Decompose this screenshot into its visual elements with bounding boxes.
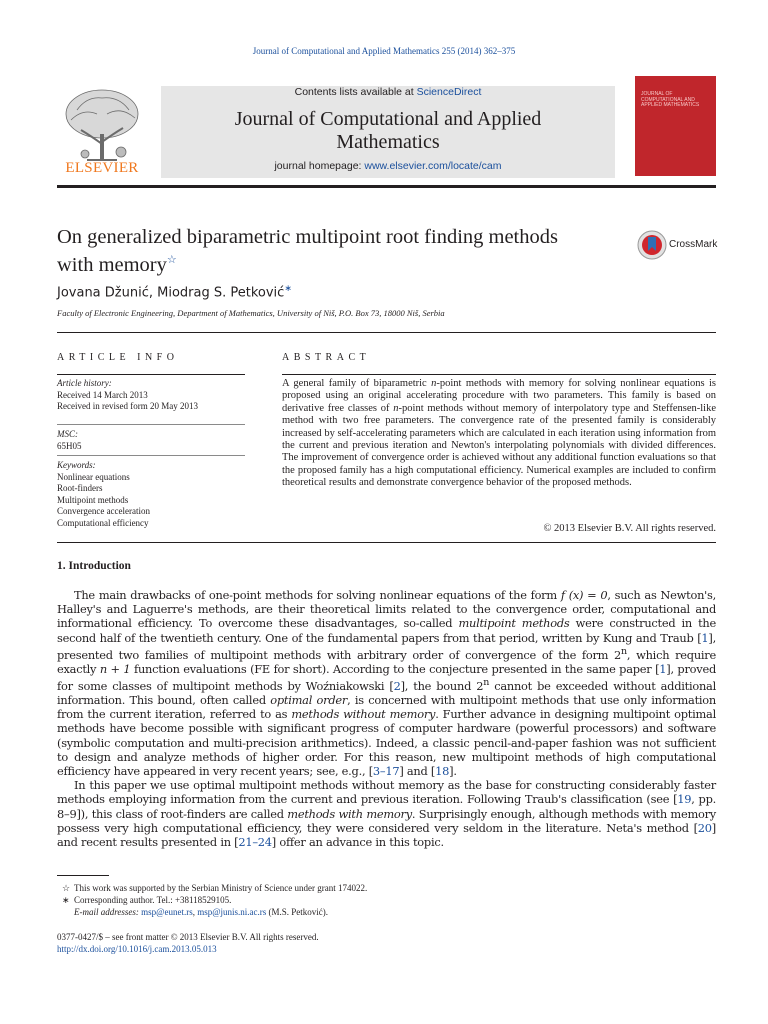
text-run: . Further advance in designing multipoint optimal methods have become possible with significant progress of computer hardware (powerful processors) and software (symbolic computation and multi-precision arithmetics). Indeed, a classic pencil-and-paper fashion was not sufficient to design and analyze methods of higher order. For this reason, new multipoint methods of high computational efficiency have appeared in very recent years; see, e.g., [ (57, 707, 716, 779)
journal-title (161, 108, 615, 154)
text-run: . Surprisingly enough, although methods with memory possess very high computational efficiency, they were considered very seldom in the literature. Neta's method [ (57, 806, 716, 835)
keywords-label: Keywords: (57, 460, 96, 470)
reference-link[interactable]: 20 (697, 820, 712, 835)
crossmark-icon (637, 229, 667, 261)
email-separator: , (192, 907, 198, 917)
contents-prefix: Contents lists available at (294, 86, 417, 98)
text-run: , such as Newton's, Halley's and Laguerre's methods, are their theoretical limits related to the convergence order, computational and informational efficiency. To overcome these disadvantages, so-called (57, 588, 717, 631)
abstract-end-rule (57, 542, 716, 543)
homepage-line (161, 160, 615, 172)
text-run: ] and [ (399, 764, 436, 779)
abstract-math-n: n (431, 378, 437, 389)
email-label: E-mail addresses: (74, 907, 139, 917)
masthead-rule (57, 185, 716, 188)
journal-title-line-2: Mathematics (336, 131, 440, 153)
emphasis: methods without memory (291, 707, 436, 722)
crossmark-badge[interactable] (637, 229, 727, 261)
text-run: The main drawbacks of one-point methods for solving nonlinear equations of the form (74, 588, 561, 602)
footnote-corresponding-text: Corresponding author. Tel.: +38118529105. (74, 895, 232, 905)
text-run: , which require exactly (57, 647, 716, 676)
article-info-rule (57, 374, 245, 375)
emphasis: methods with memory (287, 806, 412, 821)
email-link-2[interactable]: msp@junis.ni.ac.rs (197, 907, 267, 917)
text-run: cannot be exceeded without additional information. This bound, often called (57, 678, 716, 708)
text-run: ], proved for some classes of multipoint methods by Woźniakowski [ (57, 661, 716, 693)
reference-link[interactable]: 18 (435, 764, 450, 779)
cover-text-3: APPLIED MATHEMATICS (641, 102, 700, 108)
author-list (57, 284, 292, 300)
keyword-item: Computational efficiency (57, 517, 149, 528)
article-history (57, 378, 245, 413)
msc-code: 65H05 (57, 440, 82, 451)
keyword-item: Nonlinear equations (57, 471, 130, 482)
section-heading-introduction: 1. Introduction (57, 560, 131, 572)
text-run: ] offer an advance in this topic. (271, 835, 444, 850)
footnote-corresponding (62, 894, 367, 906)
cover-text-2: COMPUTATIONAL AND (641, 96, 695, 103)
abstract-part: -point methods with memory for solving nonlinear equations is proposed using an original accelerating procedure with two parameters. This family is based on derivative free classes of (282, 378, 717, 414)
paper-title-line-2-text: with memory (57, 253, 167, 276)
footnote-funding (62, 882, 367, 894)
text-run: ]. (449, 764, 457, 779)
article-info-divider-1 (57, 424, 245, 425)
body-text (57, 588, 716, 849)
paper-title (57, 226, 627, 277)
text-run: function evaluations (FE for short). According to the conjecture presented in the same paper [ (130, 661, 660, 676)
reference-link[interactable]: 1 (701, 630, 709, 645)
homepage-prefix: journal homepage: (274, 160, 365, 172)
text-run: , pp. 8–9]), this class of root-finders are called (57, 792, 716, 821)
crossmark-label: CrossMark (669, 239, 718, 250)
abstract-math-n: n (393, 402, 399, 414)
footnotes (62, 882, 367, 918)
journal-title-line-1: Journal of Computational and Applied (234, 108, 542, 130)
body-paragraph-2 (57, 778, 716, 849)
abstract-text (282, 378, 716, 490)
footnote-star: ☆ (62, 883, 71, 893)
issn-block (57, 931, 319, 955)
math-superscript: n (483, 677, 490, 689)
footnote-funding-text: This work was supported by the Serbian Ministry of Science under grant 174022. (74, 883, 368, 893)
abstract-heading: ABSTRACT (282, 352, 371, 363)
email-link-1[interactable]: msp@eunet.rs (141, 907, 193, 917)
reference-link[interactable]: 21–24 (238, 835, 272, 850)
journal-citation[interactable]: Journal of Computational and Applied Mathematics 255 (2014) 362–375 (252, 46, 516, 56)
msc-block (57, 429, 245, 452)
text-run: In this paper we use optimal multipoint methods without memory as the base for constructing considerably faster methods employing information from the current and previous iteration. Following Traub's classification (see [ (57, 778, 716, 807)
msc-label: MSC: (57, 429, 78, 439)
reference-link[interactable]: 1 (659, 661, 667, 676)
math-superscript: n (621, 645, 627, 657)
elsevier-wordmark: ELSEVIER (65, 160, 139, 176)
journal-cover-thumbnail[interactable] (635, 76, 716, 176)
paper-title-line-1: On generalized biparametric multipoint root finding methods (57, 226, 558, 248)
reference-link[interactable]: 3–17 (372, 764, 400, 779)
keyword-item: Root-finders (57, 483, 103, 493)
sciencedirect-link[interactable]: ScienceDirect (416, 86, 482, 98)
footnote-asterisk: ∗ (62, 895, 70, 905)
abstract-part: A general family of biparametric (282, 378, 432, 389)
abstract-rule (282, 374, 716, 375)
keywords-block (57, 460, 245, 529)
title-footnote-star[interactable]: ☆ (166, 254, 177, 266)
journal-banner (161, 86, 615, 178)
text-run: ], the bound 2 (400, 678, 484, 693)
math-fx: f (x) = 0 (560, 588, 608, 602)
affiliation: Faculty of Electronic Engineering, Department of Mathematics, University of Niš, P.O. Box 73, 18000 Niš, Serbia (57, 308, 445, 318)
keyword-item: Convergence acceleration (57, 506, 151, 516)
reference-link[interactable]: 19 (677, 792, 692, 807)
body-paragraph-1 (57, 588, 716, 778)
abstract-copyright: © 2013 Elsevier B.V. All rights reserved. (543, 523, 716, 534)
header-rule (57, 332, 716, 333)
footnote-rule (57, 875, 109, 876)
homepage-link[interactable]: www.elsevier.com/locate/cam (364, 160, 502, 172)
text-run: were constructed in the second half of the twentieth century. One of the fundamental papers from that period, written by Kung and Traub [ (57, 616, 717, 645)
footnote-emails (62, 906, 367, 918)
emphasis: optimal order (270, 693, 348, 708)
paper-title-line-2 (57, 249, 627, 277)
cover-text (641, 92, 699, 109)
revised-date: Received in revised form 20 May 2013 (57, 401, 198, 411)
text-run: ] and recent results presented in [ (57, 820, 716, 850)
cover-text-1: JOURNAL OF (641, 91, 673, 97)
article-info-heading: ARTICLE INFO (57, 352, 179, 363)
emphasis: multipoint methods (458, 616, 570, 631)
email-owner: (M.S. Petković). (266, 907, 328, 917)
text-run: , is concerned with multipoint methods that use only information from the current iteration, referred to as (57, 693, 716, 722)
keyword-item: Multipoint methods (57, 494, 129, 505)
contents-line (161, 86, 615, 98)
doi-link[interactable]: http://dx.doi.org/10.1016/j.cam.2013.05.013 (57, 944, 217, 954)
article-info-divider-2 (57, 455, 245, 456)
received-date: Received 14 March 2013 (57, 389, 148, 400)
text-run: ], presented two families of multipoint methods with arbitrary order of convergence of the form 2 (57, 630, 716, 662)
abstract-part: -point methods without memory of interpolatory type and Steffensen-like method with two free parameters. The convergence rate of the presented family is considerably increased by self-accelerating parameters which are calculated in each iteration using information from the current and previous iteration and Newton's interpolating polynomials with divided differences. The improvement of convergence order is achieved without any additional function evaluations so that the proposed family has a high computational efficiency. Numerical examples are included to confirm theoretical results and demonstrate convergence behavior of the proposed methods. (282, 402, 717, 489)
issn-line: 0377-0427/$ – see front matter © 2013 Elsevier B.V. All rights reserved. (57, 932, 319, 942)
masthead (57, 76, 716, 180)
author-names: Jovana Džunić, Miodrag S. Petković (57, 285, 285, 301)
corresponding-author-mark[interactable]: ∗ (284, 284, 292, 294)
math-n-plus-1: n + 1 (99, 661, 131, 676)
article-history-label: Article history: (57, 378, 112, 388)
reference-link[interactable]: 2 (393, 678, 401, 693)
